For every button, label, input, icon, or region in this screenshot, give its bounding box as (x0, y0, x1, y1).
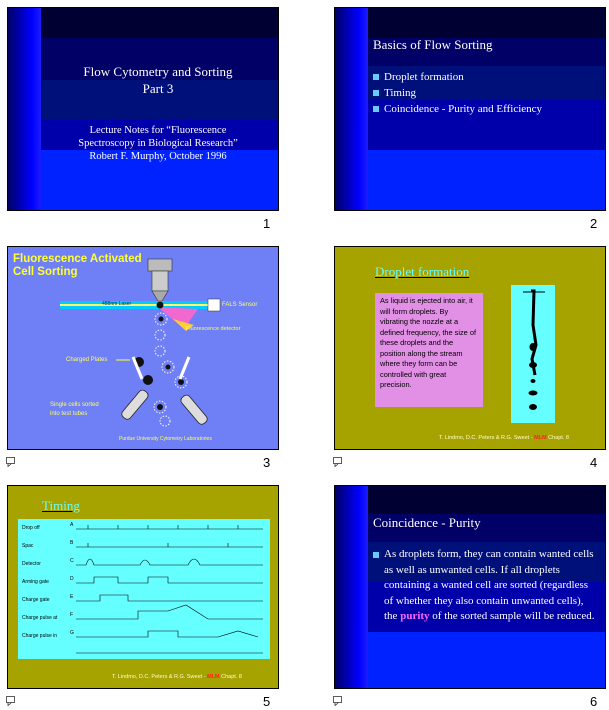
slide-number: 6 (590, 694, 598, 709)
droplet-stream-image (511, 285, 555, 423)
timing-row-letter: D (70, 576, 74, 582)
timing-row-letter: A (70, 522, 74, 528)
slide-4-thumbnail[interactable] (334, 246, 606, 450)
timing-row-letter: C (70, 558, 74, 564)
timing-row-label: Charge pulse at (22, 615, 58, 621)
slide-2-thumbnail[interactable] (334, 7, 606, 211)
timing-row-letter: B (70, 540, 74, 546)
timing-row-label: Arming gate (22, 579, 49, 585)
timing-row-label: Drop off (22, 525, 40, 531)
slide-5-credit: T. Lindmo, D.C. Peters & R.G. Sweet - MLM Chapt. 8 (112, 674, 242, 680)
timing-row-label: Spac (22, 543, 34, 549)
bullet-item: As droplets form, they can contain wanted cells as well as unwanted cells. If all droplets containing a wanted cell are sorted (regardless of whether they also contain unwanted cells), the purity of the sorted sample will be reduced. (373, 547, 599, 625)
slide-6-title: Coincidence - Purity (373, 515, 481, 530)
slide-2-title: Basics of Flow Sorting (373, 37, 493, 52)
charged-plates-label: Charged Plates (66, 357, 108, 363)
speaker-notes-icon[interactable] (333, 696, 344, 706)
slide-2-bullet-list (373, 69, 542, 117)
slide-3-title: Fluorescence Activated Cell Sorting (13, 253, 142, 278)
slide-number: 4 (590, 455, 598, 470)
slide-number: 1 (263, 216, 271, 231)
speaker-notes-icon[interactable] (6, 457, 17, 467)
slide-6-bullet-list (373, 547, 599, 625)
sorted-cells-label: Single cells sorted into test tubes (50, 402, 99, 417)
bullet-item: Coincidence - Purity and Efficiency (373, 101, 542, 117)
bullet-item: Droplet formation (373, 69, 542, 85)
timing-row-label: Charge gate (22, 597, 50, 603)
slide-1-subtitle: Lecture Notes for “Fluorescence Spectroscopy in Biological Research” Robert F. Murphy, October 1996 (78, 125, 238, 162)
timing-row-letter: E (70, 594, 74, 600)
timing-row-label: Detector (22, 561, 41, 567)
bullet-item: Timing (373, 85, 542, 101)
fluorescence-detector-label: Fluorescence detector (186, 326, 241, 332)
slide-5-title: Timing (42, 498, 80, 513)
slide-number: 5 (263, 694, 271, 709)
slide-3-credit: Purdue University Cytometry Laboratories (119, 436, 212, 442)
timing-row-letter: F (70, 612, 74, 618)
slide-6-thumbnail[interactable] (334, 485, 606, 689)
slide-3-thumbnail[interactable] (7, 246, 279, 450)
slide-number: 2 (590, 216, 598, 231)
timing-row-letter: G (70, 630, 74, 636)
laser-label: 488nm Laser (102, 301, 132, 307)
cell-sorter-diagram (8, 247, 279, 450)
slide-4-text-box: As liquid is ejected into air, it will form droplets. By vibrating the nozzle at a defined frequency, the size of these droplets and the position along the stream where they form can be controlled with great precision. (375, 293, 483, 407)
slide-4-credit: T. Lindmo, D.C. Peters & R.G. Sweet - MLM Chapt. 8 (439, 435, 569, 441)
slide-5-thumbnail[interactable] (7, 485, 279, 689)
slide-4-title: Droplet formation (375, 264, 470, 279)
timing-row-label: Charge pulse in (22, 633, 58, 639)
fals-sensor-label: FALS Sensor (222, 302, 258, 308)
slide-number: 3 (263, 455, 271, 470)
timing-diagram (18, 519, 270, 659)
speaker-notes-icon[interactable] (6, 696, 17, 706)
slide-1-thumbnail[interactable] (7, 7, 279, 211)
speaker-notes-icon[interactable] (333, 457, 344, 467)
slide-1-title: Flow Cytometry and Sorting Part 3 (83, 64, 233, 96)
